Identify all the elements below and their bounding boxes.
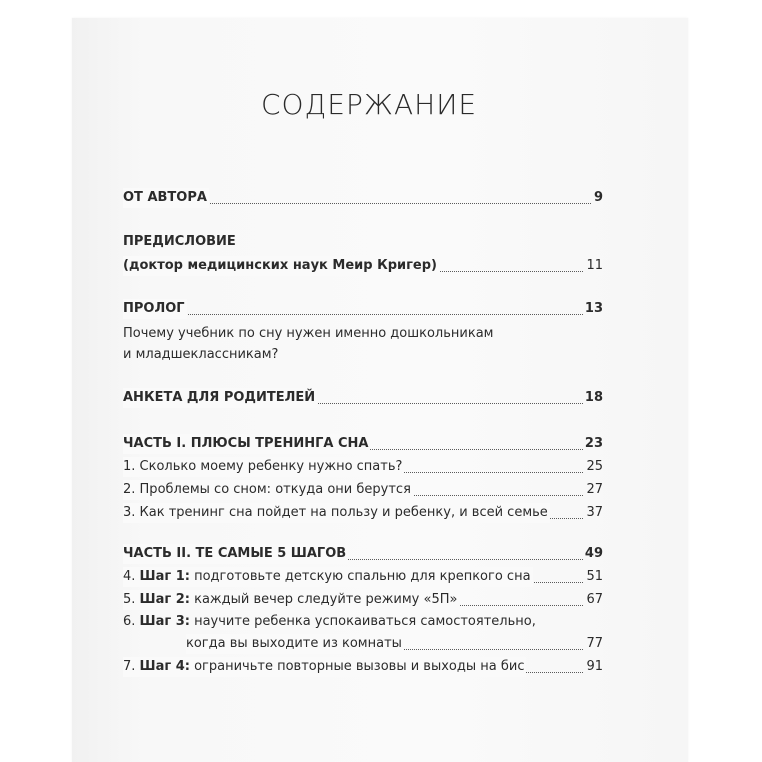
entry-title: АНКЕТА ДЛЯ РОДИТЕЛЕЙ (123, 388, 317, 408)
entry-page: 91 (584, 657, 603, 677)
toc-entry-prologue[interactable] (123, 299, 603, 319)
entry-title: ЧАСТЬ II. ТЕ САМЫЕ 5 ШАГОВ (123, 544, 348, 564)
step-label: Шаг 4: (139, 659, 190, 674)
page-title: СОДЕРЖАНИЕ (260, 88, 478, 121)
toc-entry-step-2[interactable] (123, 590, 603, 610)
entry-page: 13 (583, 299, 603, 319)
toc-entry-step-4[interactable] (123, 657, 603, 677)
prologue-subtitle-line-1: Почему учебник по сну нужен именно дошкольникам (123, 326, 494, 341)
entry-page: 37 (584, 503, 603, 523)
toc-entry-preface[interactable] (123, 256, 603, 276)
toc-entry-step-3[interactable] (186, 634, 603, 654)
step-label: Шаг 1: (139, 569, 190, 584)
entry-number: 7. (123, 659, 136, 674)
entry-number: 4. (123, 569, 136, 584)
toc-entry-survey[interactable] (123, 388, 603, 408)
entry-page: 11 (584, 256, 603, 276)
toc-entry-part-2[interactable] (123, 544, 603, 564)
step-label: Шаг 2: (139, 592, 190, 607)
entry-title: каждый вечер следуйте режиму «5П» (194, 592, 458, 607)
entry-title: ЧАСТЬ I. ПЛЮСЫ ТРЕНИНГА СНА (123, 434, 370, 454)
toc-entry-chapter-3[interactable] (123, 503, 603, 523)
step-label: Шаг 3: (139, 614, 190, 629)
entry-title: 1. Сколько моему ребенку нужно спать? (123, 457, 404, 477)
toc-entry-chapter-1[interactable] (123, 457, 603, 477)
toc-entry-author[interactable] (123, 188, 603, 208)
entry-page: 67 (584, 590, 603, 610)
entry-title: 2. Проблемы со сном: откуда они берутся (123, 480, 413, 500)
entry-title: ОТ АВТОРА (123, 188, 209, 208)
entry-number: 6. (123, 614, 136, 629)
entry-page: 25 (584, 457, 603, 477)
entry-page: 77 (584, 634, 603, 654)
entry-title: 3. Как тренинг сна пойдет на пользу и ребенку, и всей семье (123, 503, 550, 523)
entry-page: 23 (583, 434, 603, 454)
prologue-subtitle-line-2: и младшеклассникам? (123, 347, 279, 362)
entry-title: подготовьте детскую спальню для крепкого сна (194, 569, 531, 584)
entry-page: 9 (592, 188, 603, 208)
entry-page: 27 (584, 480, 603, 500)
entry-title: ограничьте повторные вызовы и выходы на бис (194, 659, 525, 674)
toc-entry-part-1[interactable] (123, 434, 603, 454)
entry-page: 51 (584, 567, 603, 587)
entry-page: 18 (583, 388, 603, 408)
toc-entry-chapter-2[interactable] (123, 480, 603, 500)
entry-title: (доктор медицинских наук Меир Кригер) (123, 256, 439, 276)
entry-title: научите ребенка успокаиваться самостоятельно, (194, 614, 536, 629)
entry-number: 5. (123, 592, 136, 607)
entry-title: ПРОЛОГ (123, 299, 187, 319)
entry-title-continued: когда вы выходите из комнаты (186, 634, 404, 654)
toc-entry-step-1[interactable] (123, 567, 603, 587)
toc-entry-preface-title: ПРЕДИСЛОВИЕ (123, 234, 236, 249)
toc-entry-step-3-line-1[interactable] (123, 612, 536, 632)
entry-page: 49 (583, 544, 603, 564)
